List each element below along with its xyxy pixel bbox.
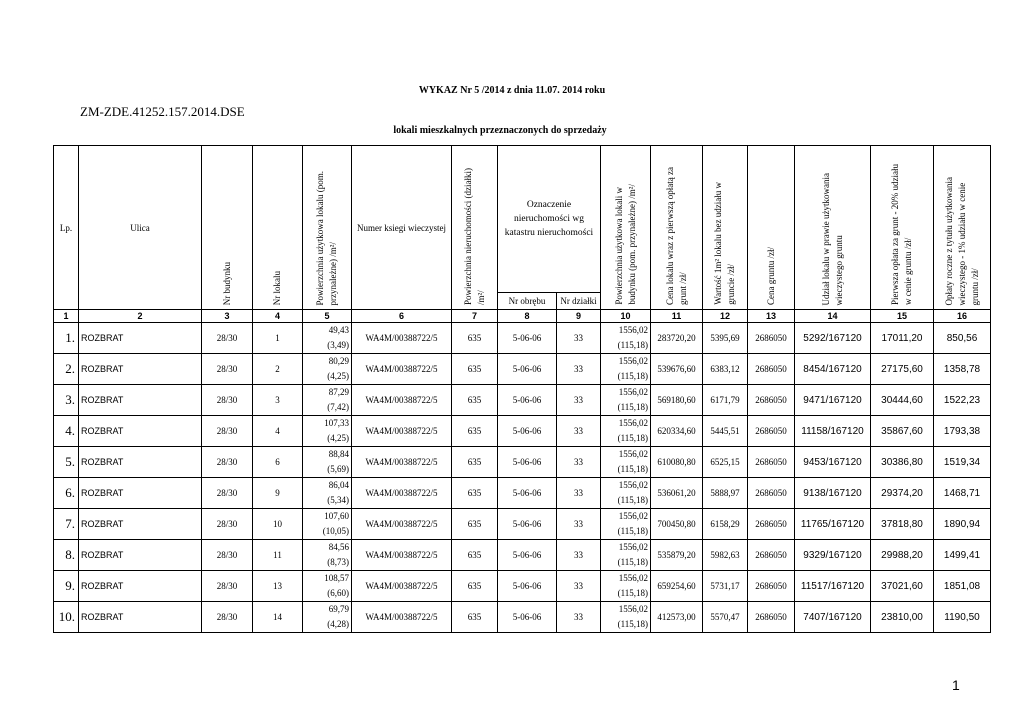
header-oznaczenie: Oznaczenie nieruchomości wg katastru nieruchomości xyxy=(498,146,601,293)
row-nr-budynku: 28/30 xyxy=(202,509,253,540)
row-pow-budynku: 1556,02 (115,18) xyxy=(601,602,651,633)
row-cena-gruntu: 2686050 xyxy=(748,571,795,602)
header-cena-gruntu: Cena gruntu /zł/ xyxy=(748,146,795,310)
row-nr-dzialki: 33 xyxy=(557,540,601,571)
row-pow-budynku: 1556,02 (115,18) xyxy=(601,447,651,478)
row-ulica: ROZBRAT xyxy=(79,323,202,354)
row-udzial: 8454/167120 xyxy=(795,354,871,385)
row-nr-lokalu: 14 xyxy=(253,602,303,633)
row-udzial: 9138/167120 xyxy=(795,478,871,509)
row-nr-obrebu: 5-06-06 xyxy=(498,323,557,354)
row-nr-dzialki: 33 xyxy=(557,354,601,385)
row-nr-ksiegi: WA4M/00388722/5 xyxy=(352,540,452,571)
row-nr-dzialki: 33 xyxy=(557,385,601,416)
document-subtitle: lokali mieszkalnych przeznaczonych do sprzedaży xyxy=(393,125,607,136)
row-pow-lokalu: 108,57 (6,60) xyxy=(303,571,352,602)
row-nr-obrebu: 5-06-06 xyxy=(498,509,557,540)
row-cena-gruntu: 2686050 xyxy=(748,540,795,571)
row-nr-budynku: 28/30 xyxy=(202,478,253,509)
row-oplata-roczna: 1522,23 xyxy=(934,385,991,416)
row-lp: 6. xyxy=(54,478,79,509)
row-wartosc-m2: 6171,79 xyxy=(703,385,748,416)
row-ulica: ROZBRAT xyxy=(79,385,202,416)
column-number-row xyxy=(54,310,991,323)
row-nr-dzialki: 33 xyxy=(557,447,601,478)
row-oplata-roczna: 1468,71 xyxy=(934,478,991,509)
row-cena-lokalu: 610080,80 xyxy=(651,447,703,478)
table-row xyxy=(54,571,991,602)
row-oplata-roczna: 1499,41 xyxy=(934,540,991,571)
listing-table xyxy=(53,145,991,633)
row-pierwsza-oplata: 29988,20 xyxy=(871,540,934,571)
row-nr-dzialki: 33 xyxy=(557,602,601,633)
row-nr-ksiegi: WA4M/00388722/5 xyxy=(352,323,452,354)
row-pow-lokalu: 84,56 (8,73) xyxy=(303,540,352,571)
row-pow-budynku: 1556,02 (115,18) xyxy=(601,385,651,416)
row-nr-ksiegi: WA4M/00388722/5 xyxy=(352,354,452,385)
header-pow-nieruchomosci: Powierzchnia nieruchomości (działki) /m²/ xyxy=(452,146,498,310)
row-udzial: 9471/167120 xyxy=(795,385,871,416)
row-nr-obrebu: 5-06-06 xyxy=(498,478,557,509)
row-nr-ksiegi: WA4M/00388722/5 xyxy=(352,416,452,447)
row-pow-budynku: 1556,02 (115,18) xyxy=(601,354,651,385)
row-nr-obrebu: 5-06-06 xyxy=(498,354,557,385)
row-oplata-roczna: 1851,08 xyxy=(934,571,991,602)
row-pow-budynku: 1556,02 (115,18) xyxy=(601,509,651,540)
row-lp: 10. xyxy=(54,602,79,633)
row-nr-lokalu: 11 xyxy=(253,540,303,571)
row-ulica: ROZBRAT xyxy=(79,354,202,385)
row-cena-lokalu: 536061,20 xyxy=(651,478,703,509)
row-ulica: ROZBRAT xyxy=(79,416,202,447)
row-pow-budynku: 1556,02 (115,18) xyxy=(601,416,651,447)
row-wartosc-m2: 6383,12 xyxy=(703,354,748,385)
row-oplata-roczna: 1793,38 xyxy=(934,416,991,447)
row-ulica: ROZBRAT xyxy=(79,478,202,509)
column-number: 11 xyxy=(651,310,703,323)
row-nr-ksiegi: WA4M/00388722/5 xyxy=(352,571,452,602)
row-wartosc-m2: 5570,47 xyxy=(703,602,748,633)
header-ulica: Ulica xyxy=(79,146,202,310)
row-wartosc-m2: 6525,15 xyxy=(703,447,748,478)
column-number: 3 xyxy=(202,310,253,323)
row-udzial: 9453/167120 xyxy=(795,447,871,478)
row-ulica: ROZBRAT xyxy=(79,540,202,571)
row-cena-lokalu: 283720,20 xyxy=(651,323,703,354)
header-pierwsza-oplata: Pierwsza opłata za grunt - 20% udziału w cenie gruntu /zł/ xyxy=(871,146,934,310)
row-pow-lokalu: 49,43 (3,49) xyxy=(303,323,352,354)
row-nr-lokalu: 10 xyxy=(253,509,303,540)
row-pow-budynku: 1556,02 (115,18) xyxy=(601,540,651,571)
row-nr-obrebu: 5-06-06 xyxy=(498,385,557,416)
row-nr-dzialki: 33 xyxy=(557,509,601,540)
row-nr-dzialki: 33 xyxy=(557,416,601,447)
row-ulica: ROZBRAT xyxy=(79,509,202,540)
header-cena-lokalu: Cena lokalu wraz z pierwszą opłatą za grunt /zł/ xyxy=(651,146,703,310)
row-pow-dzialki: 635 xyxy=(452,354,498,385)
header-wartosc-m2: Wartość 1m² lokalu bez udziału w gruncie /zł/ xyxy=(703,146,748,310)
row-pow-dzialki: 635 xyxy=(452,571,498,602)
row-ulica: ROZBRAT xyxy=(79,602,202,633)
row-cena-lokalu: 412573,00 xyxy=(651,602,703,633)
row-nr-lokalu: 6 xyxy=(253,447,303,478)
row-cena-gruntu: 2686050 xyxy=(748,509,795,540)
row-pow-dzialki: 635 xyxy=(452,540,498,571)
row-cena-gruntu: 2686050 xyxy=(748,354,795,385)
document-title: WYKAZ Nr 5 /2014 z dnia 11.07. 2014 roku xyxy=(418,85,606,96)
row-nr-lokalu: 4 xyxy=(253,416,303,447)
row-nr-obrebu: 5-06-06 xyxy=(498,416,557,447)
row-pow-budynku: 1556,02 (115,18) xyxy=(601,323,651,354)
row-udzial: 11158/167120 xyxy=(795,416,871,447)
table-row xyxy=(54,478,991,509)
row-ulica: ROZBRAT xyxy=(79,571,202,602)
row-nr-obrebu: 5-06-06 xyxy=(498,602,557,633)
row-pierwsza-oplata: 27175,60 xyxy=(871,354,934,385)
row-oplata-roczna: 1358,78 xyxy=(934,354,991,385)
table-row xyxy=(54,447,991,478)
column-number: 10 xyxy=(601,310,651,323)
row-udzial: 11517/167120 xyxy=(795,571,871,602)
row-nr-budynku: 28/30 xyxy=(202,602,253,633)
row-udzial: 7407/167120 xyxy=(795,602,871,633)
column-number: 9 xyxy=(557,310,601,323)
reference-number: ZM-ZDE.41252.157.2014.DSE xyxy=(80,104,245,119)
header-pow-lokalu: Powierzchnia użytkowa lokalu (pom. przynależne) /m²/ xyxy=(303,146,352,310)
row-cena-gruntu: 2686050 xyxy=(748,478,795,509)
row-cena-gruntu: 2686050 xyxy=(748,416,795,447)
row-udzial: 5292/167120 xyxy=(795,323,871,354)
row-nr-lokalu: 9 xyxy=(253,478,303,509)
row-pierwsza-oplata: 35867,60 xyxy=(871,416,934,447)
column-number: 6 xyxy=(352,310,452,323)
row-pow-dzialki: 635 xyxy=(452,385,498,416)
header-nr-ksiegi: Numer ksiegi wieczystej xyxy=(352,146,452,310)
row-nr-ksiegi: WA4M/00388722/5 xyxy=(352,447,452,478)
row-pow-dzialki: 635 xyxy=(452,323,498,354)
row-lp: 7. xyxy=(54,509,79,540)
row-lp: 2. xyxy=(54,354,79,385)
row-lp: 8. xyxy=(54,540,79,571)
table-row xyxy=(54,416,991,447)
row-nr-dzialki: 33 xyxy=(557,478,601,509)
row-nr-lokalu: 3 xyxy=(253,385,303,416)
row-nr-ksiegi: WA4M/00388722/5 xyxy=(352,602,452,633)
column-number: 1 xyxy=(54,310,79,323)
row-nr-obrebu: 5-06-06 xyxy=(498,571,557,602)
column-number: 15 xyxy=(871,310,934,323)
row-nr-budynku: 28/30 xyxy=(202,354,253,385)
header-lp: Lp. xyxy=(54,146,79,310)
row-udzial: 9329/167120 xyxy=(795,540,871,571)
row-cena-gruntu: 2686050 xyxy=(748,323,795,354)
header-row xyxy=(54,146,991,293)
row-wartosc-m2: 6158,29 xyxy=(703,509,748,540)
row-cena-gruntu: 2686050 xyxy=(748,602,795,633)
data-rows xyxy=(54,323,991,633)
row-lp: 3. xyxy=(54,385,79,416)
row-nr-budynku: 28/30 xyxy=(202,540,253,571)
row-cena-lokalu: 700450,80 xyxy=(651,509,703,540)
header-nr-budynku: Nr budynku xyxy=(202,146,253,310)
row-cena-lokalu: 569180,60 xyxy=(651,385,703,416)
row-pow-lokalu: 107,60 (10,05) xyxy=(303,509,352,540)
row-lp: 1. xyxy=(54,323,79,354)
column-number: 16 xyxy=(934,310,991,323)
column-number: 13 xyxy=(748,310,795,323)
column-number: 4 xyxy=(253,310,303,323)
row-nr-budynku: 28/30 xyxy=(202,323,253,354)
row-nr-budynku: 28/30 xyxy=(202,385,253,416)
header-udzial: Udział lokalu w prawie użytkowania wieczystego gruntu xyxy=(795,146,871,310)
row-oplata-roczna: 1519,34 xyxy=(934,447,991,478)
row-pow-budynku: 1556,02 (115,18) xyxy=(601,478,651,509)
row-pierwsza-oplata: 17011,20 xyxy=(871,323,934,354)
table-row xyxy=(54,602,991,633)
column-number: 5 xyxy=(303,310,352,323)
row-pow-dzialki: 635 xyxy=(452,416,498,447)
column-number: 2 xyxy=(79,310,202,323)
row-nr-dzialki: 33 xyxy=(557,571,601,602)
row-nr-dzialki: 33 xyxy=(557,323,601,354)
table-row xyxy=(54,385,991,416)
row-nr-ksiegi: WA4M/00388722/5 xyxy=(352,478,452,509)
row-pow-dzialki: 635 xyxy=(452,509,498,540)
row-nr-ksiegi: WA4M/00388722/5 xyxy=(352,509,452,540)
row-lp: 4. xyxy=(54,416,79,447)
row-oplata-roczna: 1890,94 xyxy=(934,509,991,540)
row-cena-lokalu: 535879,20 xyxy=(651,540,703,571)
row-oplata-roczna: 1190,50 xyxy=(934,602,991,633)
table-row xyxy=(54,354,991,385)
page-number: 1 xyxy=(952,677,960,693)
row-pow-budynku: 1556,02 (115,18) xyxy=(601,571,651,602)
row-pierwsza-oplata: 30386,80 xyxy=(871,447,934,478)
row-ulica: ROZBRAT xyxy=(79,447,202,478)
header-nr-lokalu: Nr lokalu xyxy=(253,146,303,310)
row-cena-gruntu: 2686050 xyxy=(748,385,795,416)
row-pow-dzialki: 635 xyxy=(452,602,498,633)
row-lp: 5. xyxy=(54,447,79,478)
row-pow-lokalu: 86,04 (5,34) xyxy=(303,478,352,509)
row-pierwsza-oplata: 30444,60 xyxy=(871,385,934,416)
table-row xyxy=(54,323,991,354)
header-nr-dzialki: Nr działki xyxy=(557,293,601,310)
row-nr-budynku: 28/30 xyxy=(202,571,253,602)
column-number: 8 xyxy=(498,310,557,323)
header-oplaty-roczne: Opłaty roczne z tytułu użytkowania wieczystego - 1% udziału w cenie gruntu /zł/ xyxy=(934,146,991,310)
row-cena-lokalu: 659254,60 xyxy=(651,571,703,602)
row-pow-lokalu: 87,29 (7,42) xyxy=(303,385,352,416)
row-pierwsza-oplata: 37021,60 xyxy=(871,571,934,602)
row-nr-obrebu: 5-06-06 xyxy=(498,540,557,571)
column-number: 14 xyxy=(795,310,871,323)
row-pow-dzialki: 635 xyxy=(452,478,498,509)
row-nr-lokalu: 13 xyxy=(253,571,303,602)
row-nr-lokalu: 2 xyxy=(253,354,303,385)
row-cena-lokalu: 620334,60 xyxy=(651,416,703,447)
row-wartosc-m2: 5982,63 xyxy=(703,540,748,571)
table-row xyxy=(54,509,991,540)
row-pierwsza-oplata: 23810,00 xyxy=(871,602,934,633)
row-cena-gruntu: 2686050 xyxy=(748,447,795,478)
header-pow-budynku: Powierzchnia użytkowa lokali w budynku (pom. przynależne) /m²/ xyxy=(601,146,651,310)
row-lp: 9. xyxy=(54,571,79,602)
row-wartosc-m2: 5888,97 xyxy=(703,478,748,509)
row-wartosc-m2: 5731,17 xyxy=(703,571,748,602)
row-udzial: 11765/167120 xyxy=(795,509,871,540)
row-pow-lokalu: 88,84 (5,69) xyxy=(303,447,352,478)
row-pow-lokalu: 69,79 (4,28) xyxy=(303,602,352,633)
column-number: 7 xyxy=(452,310,498,323)
row-nr-budynku: 28/30 xyxy=(202,447,253,478)
row-nr-lokalu: 1 xyxy=(253,323,303,354)
row-pierwsza-oplata: 37818,80 xyxy=(871,509,934,540)
row-wartosc-m2: 5445,51 xyxy=(703,416,748,447)
row-nr-ksiegi: WA4M/00388722/5 xyxy=(352,385,452,416)
row-pow-dzialki: 635 xyxy=(452,447,498,478)
table-row xyxy=(54,540,991,571)
column-number: 12 xyxy=(703,310,748,323)
row-pow-lokalu: 80,29 (4,25) xyxy=(303,354,352,385)
row-pow-lokalu: 107,33 (4,25) xyxy=(303,416,352,447)
row-pierwsza-oplata: 29374,20 xyxy=(871,478,934,509)
row-nr-obrebu: 5-06-06 xyxy=(498,447,557,478)
row-wartosc-m2: 5395,69 xyxy=(703,323,748,354)
header-nr-obrebu: Nr obrębu xyxy=(498,293,557,310)
row-cena-lokalu: 539676,60 xyxy=(651,354,703,385)
row-nr-budynku: 28/30 xyxy=(202,416,253,447)
row-oplata-roczna: 850,56 xyxy=(934,323,991,354)
